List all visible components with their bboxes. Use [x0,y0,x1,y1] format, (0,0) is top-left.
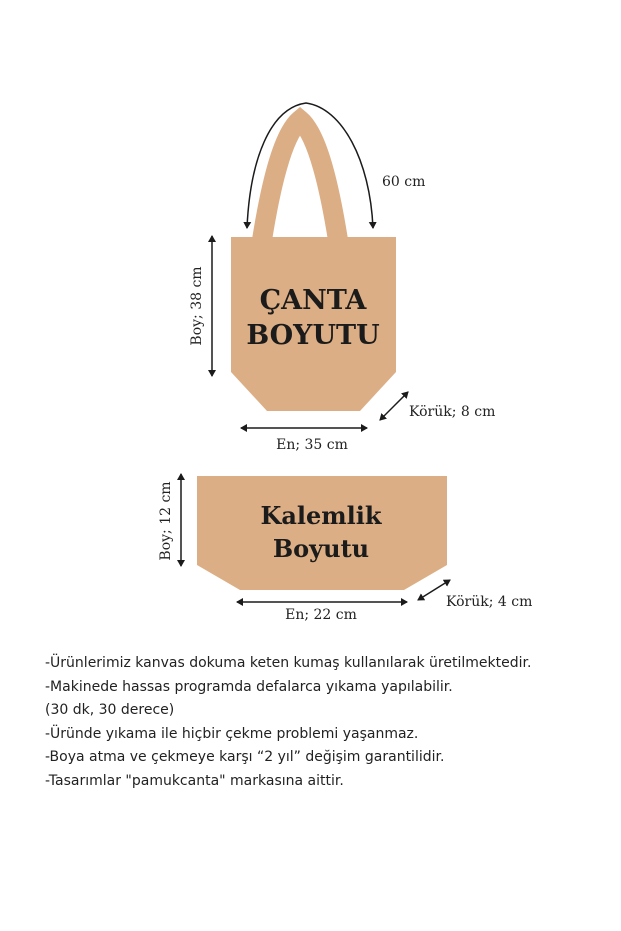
tote-width-label: En; 35 cm [276,437,348,453]
pencil-case-title-line1: Kalemlik [260,501,382,530]
tote-handle [262,120,338,240]
note-item: -Boya atma ve çekmeye karşı “2 yıl” değişim garantilidir. [45,749,445,765]
tote-gusset-arrow [380,392,408,420]
tote-height-label: Boy; 38 cm [189,266,205,346]
note-item: -Makinede hassas programda defalarca yıkama yapılabilir. [45,678,453,695]
pencil-case-gusset-label: Körük; 4 cm [446,594,533,610]
note-item: -Tasarımlar "pamukcanta" markasına aittir. [45,772,344,789]
note-item: -Ürünlerimiz kanvas dokuma keten kumaş kullanılarak üretilmektedir. [45,655,532,671]
pencil-case-height-label: Boy; 12 cm [158,481,174,561]
tote-handle-length-label: 60 cm [382,174,426,190]
pencil-case-body [197,476,447,590]
pencil-case-width-label: En; 22 cm [285,607,357,623]
pencil-case [158,474,532,623]
note-item: -Üründe yıkama ile hiçbir çekme problemi yaşanmaz. [45,725,419,742]
tote-gusset-label: Körük; 8 cm [409,404,496,420]
pencil-case-title-line2: Boyutu [272,534,370,563]
tote-title-line1: ÇANTA [259,285,367,316]
tote-title-line2: BOYUTU [246,320,380,351]
note-item: (30 dk, 30 derece) [45,702,175,718]
tote-bag [189,103,495,453]
product-notes [45,652,605,793]
